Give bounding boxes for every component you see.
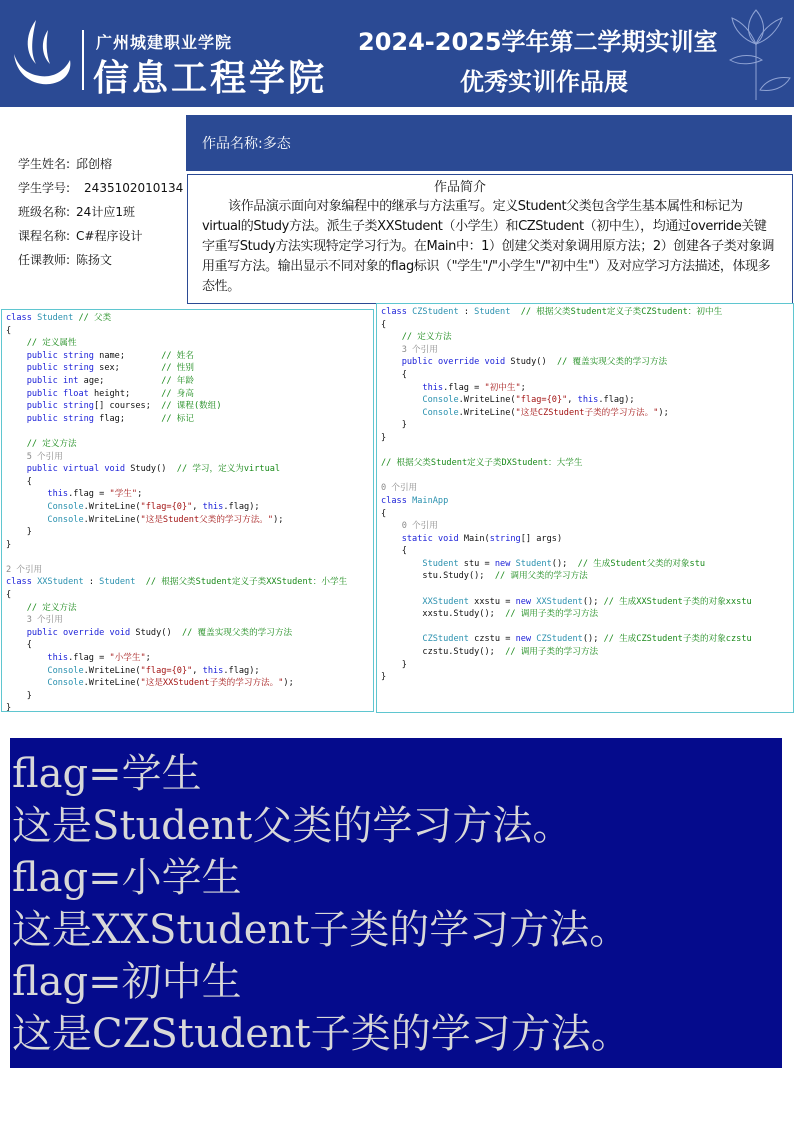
code-line: } xyxy=(381,432,387,443)
code-line: public override void Study() // 覆盖实现父类的学习方法 xyxy=(401,357,668,368)
code-line: public string[] courses; // 课程(数组) xyxy=(26,401,222,412)
code-line xyxy=(381,621,789,634)
code-line: { xyxy=(6,476,32,487)
code-line: Console.WriteLine("flag={0}", this.flag); xyxy=(47,501,260,512)
code-line: 3 个引用 xyxy=(6,615,63,626)
code-line: } xyxy=(6,690,32,701)
student-id-row xyxy=(18,176,188,200)
college-name: 广州城建职业学院 xyxy=(96,33,233,52)
code-line: // 定义方法 xyxy=(26,602,77,613)
code-line: public string name; // 姓名 xyxy=(26,350,194,361)
code-line: stu.Study(); // 调用父类的学习方法 xyxy=(381,571,588,582)
work-intro-box xyxy=(187,174,793,304)
code-line: class XXStudent : Student // 根据父类Student定义子类XXStudent：小学生 xyxy=(6,577,348,588)
code-line: public override void Study() // 覆盖实现父类的学习方法 xyxy=(26,627,293,638)
code-line: { xyxy=(381,319,387,330)
teacher-label: 任课教师: xyxy=(18,253,71,267)
intro-text: 该作品演示面向对象编程中的继承与方法重写。定义Student父类包含学生基本属性和标记为virtual的Study方法。派生子类XXStudent（小学生）和CZStudent（初中生），均通过override关键字重写Study方法实现特定学习行为。在Main中：1）创建父类对象调用原方法；2）创建各子类对象调用重写方法。输出显示不同对象的flag标识（"学生"/"小学生"/"初中生"）及对应学习方法描述，体现多态性。 xyxy=(202,199,775,294)
code-line: // 定义方法 xyxy=(401,332,452,343)
code-line: class MainApp xyxy=(381,495,449,506)
teacher-value: 陈扬文 xyxy=(76,253,113,267)
code-line: this.flag = "小学生"; xyxy=(47,653,151,664)
code-line: { xyxy=(6,640,32,651)
code-line: 0 个引用 xyxy=(381,521,438,532)
code-line: Console.WriteLine("flag={0}", this.flag); xyxy=(422,395,635,406)
code-line: } xyxy=(6,539,12,550)
course-label: 课程名称: xyxy=(18,229,71,243)
code-line: public int age; // 年龄 xyxy=(26,375,194,386)
code-line: } xyxy=(381,420,407,431)
student-name-value: 邱创榕 xyxy=(76,157,113,171)
code-line: } xyxy=(381,659,407,670)
code-line: static void Main(string[] args) xyxy=(401,533,563,544)
code-line: 3 个引用 xyxy=(381,344,438,355)
school-name: 信息工程学院 xyxy=(93,58,328,99)
student-id-label: 学生学号: xyxy=(18,181,71,195)
college-logo-icon xyxy=(6,14,76,94)
code-line: this.flag = "初中生"; xyxy=(422,382,526,393)
code-line: // 根据父类Student定义子类DXStudent：大学生 xyxy=(381,458,583,469)
code-line: Console.WriteLine("这是XXStudent子类的学习方法。"); xyxy=(47,678,294,689)
code-line: } xyxy=(6,703,12,712)
code-line xyxy=(381,583,789,596)
class-label: 班级名称: xyxy=(18,205,71,219)
code-line: Student stu = new Student(); // 生成Student父类的对象stu xyxy=(422,558,706,569)
code-line xyxy=(381,445,789,458)
code-line: 5 个引用 xyxy=(6,451,63,462)
code-line: { xyxy=(381,369,407,380)
code-line: } xyxy=(6,527,32,538)
code-line: class CZStudent : Student // 根据父类Student定义子类CZStudent：初中生 xyxy=(381,307,723,317)
class-row xyxy=(18,200,188,224)
code-line: { xyxy=(381,508,387,519)
code-panel-right xyxy=(376,303,794,713)
code-line: czstu.Study(); // 调用子类的学习方法 xyxy=(381,647,599,658)
code-line: Console.WriteLine("这是CZStudent子类的学习方法。"); xyxy=(422,407,669,418)
student-info xyxy=(18,152,188,272)
code-line: { xyxy=(6,325,12,336)
course-value: C#程序设计 xyxy=(76,229,143,243)
course-row xyxy=(18,224,188,248)
lotus-decoration-icon xyxy=(720,0,794,107)
code-line: public string sex; // 性别 xyxy=(26,363,194,374)
code-line: xxstu.Study(); // 调用子类的学习方法 xyxy=(381,609,599,620)
work-name-label: 作品名称: xyxy=(202,136,263,152)
student-name-row xyxy=(18,152,188,176)
code-line: public float height; // 身高 xyxy=(26,388,194,399)
console-cut-line xyxy=(12,738,782,748)
code-line: { xyxy=(381,546,407,557)
code-line: CZStudent czstu = new CZStudent(); // 生成CZStudent子类的对象czstu xyxy=(422,634,752,645)
code-line: // 定义属性 xyxy=(26,338,77,349)
code-line xyxy=(6,425,369,438)
code-line: } xyxy=(381,672,387,683)
code-line: public string flag; // 标记 xyxy=(26,413,194,424)
teacher-row xyxy=(18,248,188,272)
page-header xyxy=(0,0,794,107)
class-value: 24计应1班 xyxy=(76,205,135,219)
code-line: 0 个引用 xyxy=(381,483,418,494)
console-line: flag=小学生 xyxy=(12,855,242,901)
exhibit-subtitle: 优秀实训作品展 xyxy=(460,68,628,96)
console-output xyxy=(10,738,782,1068)
header-divider xyxy=(82,30,84,90)
console-line: flag=初中生 xyxy=(12,959,242,1005)
exhibit-title: 2024-2025学年第二学期实训室 xyxy=(358,28,718,56)
console-line: 这是XXStudent子类的学习方法。 xyxy=(12,907,630,953)
console-line: flag=学生 xyxy=(12,751,202,797)
console-line: 这是Student父类的学习方法。 xyxy=(12,803,573,849)
code-line xyxy=(381,470,789,483)
code-line: Console.WriteLine("这是Student父类的学习方法。"); xyxy=(47,514,284,525)
work-name-bar xyxy=(186,115,792,171)
code-panel-left xyxy=(1,309,374,712)
intro-title: 作品简介 xyxy=(433,180,486,195)
code-line: Console.WriteLine("flag={0}", this.flag); xyxy=(47,665,260,676)
code-line: // 定义方法 xyxy=(26,438,77,449)
code-line xyxy=(6,551,369,564)
code-line: class Student // 父类 xyxy=(6,313,112,323)
code-line: public virtual void Study() // 学习，定义为virtual xyxy=(26,464,281,475)
student-id-value: 2435102010134 xyxy=(84,181,184,195)
code-line: 2 个引用 xyxy=(6,564,43,575)
code-line: this.flag = "学生"; xyxy=(47,489,143,500)
student-name-label: 学生姓名: xyxy=(18,157,71,171)
code-line: XXStudent xxstu = new XXStudent(); // 生成XXStudent子类的对象xxstu xyxy=(422,596,752,607)
work-name-value: 多态 xyxy=(262,136,291,152)
code-line: { xyxy=(6,590,12,601)
console-line: 这是CZStudent子类的学习方法。 xyxy=(12,1011,631,1057)
